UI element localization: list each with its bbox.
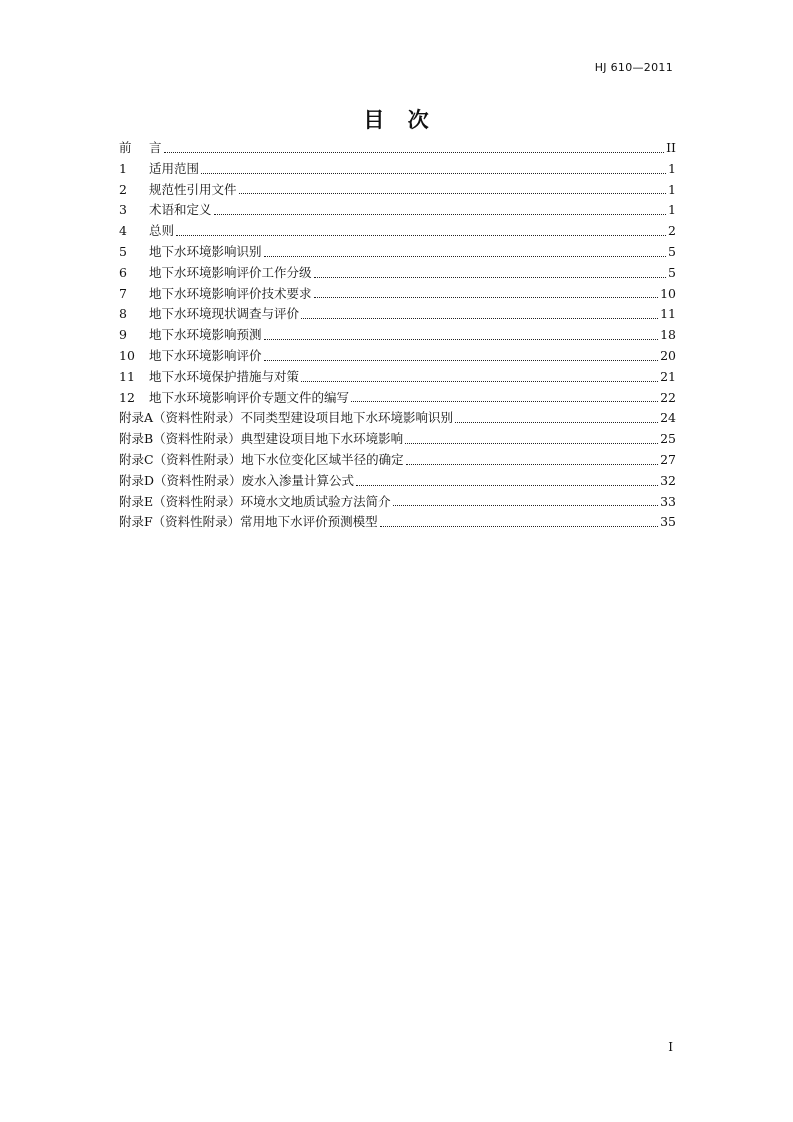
toc-entry-label: [119, 492, 391, 513]
toc-entry-page: II: [666, 140, 676, 155]
toc-entry-title: 附录A（资料性附录）不同类型建设项目地下水环境影响识别: [119, 410, 454, 426]
dot-leader: [314, 276, 667, 278]
toc-entry-number: 7: [119, 285, 127, 301]
toc-entry-foreword[interactable]: [119, 138, 676, 159]
dot-leader: [264, 338, 659, 340]
toc-entry-page: 25: [660, 431, 676, 447]
toc-entry-page: 21: [660, 368, 676, 384]
table-of-contents: [119, 138, 676, 533]
dot-leader: [351, 400, 658, 402]
dot-leader: [314, 296, 659, 298]
toc-entry-page: 24: [660, 410, 676, 426]
toc-entry-number: 6: [119, 264, 127, 280]
toc-entry-title: 规范性引用文件: [149, 181, 237, 197]
toc-entry[interactable]: [119, 367, 676, 388]
dot-leader: [380, 525, 658, 527]
toc-entry-label: [119, 221, 174, 242]
toc-entry-label: [119, 388, 349, 409]
toc-entry-label: [119, 284, 312, 305]
dot-leader: [301, 317, 658, 319]
toc-entry[interactable]: [119, 346, 676, 367]
page-number: I: [668, 1040, 673, 1054]
toc-entry-number: 8: [119, 306, 127, 322]
dot-leader: [176, 234, 666, 236]
toc-entry-page: 20: [660, 347, 676, 363]
toc-entry-page: 27: [660, 451, 676, 467]
toc-entry[interactable]: [119, 304, 676, 325]
toc-entry-number: 3: [119, 202, 127, 218]
toc-entry-page: 32: [660, 472, 676, 488]
toc-entry-page: 1: [668, 202, 676, 218]
toc-entry-page: 1: [668, 181, 676, 197]
dot-leader: [301, 380, 658, 382]
toc-entry-label: [119, 242, 262, 263]
toc-entry-label: [119, 263, 312, 284]
toc-entry-page: 18: [660, 327, 676, 343]
toc-entry-page: 10: [660, 285, 676, 301]
toc-entry-appendix[interactable]: [119, 450, 676, 471]
toc-entry-title: 附录D（资料性附录）废水入渗量计算公式: [119, 472, 355, 488]
toc-entry-number: 前: [119, 140, 132, 155]
toc-entry-title: 地下水环境影响评价技术要求: [149, 285, 312, 301]
dot-leader: [214, 213, 667, 215]
toc-entry[interactable]: [119, 221, 676, 242]
toc-entry[interactable]: [119, 180, 676, 201]
toc-entry-label: [119, 408, 453, 429]
toc-entry-label: [119, 304, 299, 325]
toc-entry-number: 4: [119, 223, 127, 239]
toc-entry-page: 2: [668, 223, 676, 239]
toc-entry[interactable]: [119, 388, 676, 409]
toc-entry-label: [119, 180, 237, 201]
toc-entry-label: [119, 159, 199, 180]
dot-leader: [393, 504, 658, 506]
toc-entry-title: 地下水环境影响评价工作分级: [149, 264, 312, 280]
toc-entry-page: 33: [660, 493, 676, 509]
toc-entry-page: 5: [668, 264, 676, 280]
document-code: HJ 610—2011: [594, 61, 673, 74]
toc-entry-number: 12: [119, 389, 135, 405]
toc-entry-label: [119, 450, 404, 471]
toc-entry[interactable]: [119, 242, 676, 263]
toc-entry-appendix[interactable]: [119, 429, 676, 450]
toc-entry-page: 5: [668, 243, 676, 259]
toc-entry-number: 9: [119, 327, 127, 343]
toc-entry-title: 地下水环境影响预测: [149, 327, 262, 343]
toc-entry-label: [119, 325, 262, 346]
toc-entry-title: 附录F（资料性附录）常用地下水评价预测模型: [119, 514, 378, 530]
toc-entry-appendix[interactable]: [119, 408, 676, 429]
dot-leader: [264, 359, 659, 361]
toc-entry-label: [119, 200, 212, 221]
toc-entry-number: 10: [119, 347, 135, 363]
dot-leader: [264, 255, 667, 257]
toc-entry-number: 2: [119, 181, 127, 197]
toc-entry-label: [119, 138, 162, 159]
toc-entry-title: 言: [149, 140, 162, 155]
toc-entry-title: 附录C（资料性附录）地下水位变化区域半径的确定: [119, 451, 404, 467]
toc-entry-page: 11: [660, 306, 676, 322]
toc-entry-title: 地下水环境影响评价: [149, 347, 262, 363]
toc-entry-number: 11: [119, 368, 135, 384]
toc-entry-title: 总则: [149, 223, 175, 239]
toc-entry-page: 1: [668, 160, 676, 176]
toc-entry[interactable]: [119, 284, 676, 305]
toc-entry-title: 地下水环境保护措施与对策: [149, 368, 300, 384]
toc-entry-appendix[interactable]: [119, 512, 676, 533]
toc-entry-appendix[interactable]: [119, 492, 676, 513]
toc-entry-page: 22: [660, 389, 676, 405]
toc-entry-title: 适用范围: [149, 160, 200, 176]
toc-entry-title: 术语和定义: [149, 202, 212, 218]
toc-entry[interactable]: [119, 200, 676, 221]
toc-entry-title: 地下水环境影响评价专题文件的编写: [149, 389, 350, 405]
toc-entry-page: 35: [660, 514, 676, 530]
toc-entry-title: 地下水环境现状调查与评价: [149, 306, 300, 322]
toc-entry[interactable]: [119, 263, 676, 284]
toc-entry-label: [119, 512, 378, 533]
toc-entry-title: 地下水环境影响识别: [149, 243, 262, 259]
toc-entry-number: 1: [119, 160, 127, 176]
toc-entry[interactable]: [119, 325, 676, 346]
toc-entry-number: 5: [119, 243, 127, 259]
dot-leader: [239, 192, 667, 194]
dot-leader: [164, 151, 665, 153]
page-title: 目 次: [363, 108, 430, 132]
toc-entry-appendix[interactable]: [119, 471, 676, 492]
dot-leader: [201, 172, 666, 174]
dot-leader: [406, 463, 659, 465]
toc-entry-label: [119, 346, 262, 367]
toc-entry-label: [119, 367, 299, 388]
toc-entry-label: [119, 471, 354, 492]
toc-entry-title: 附录B（资料性附录）典型建设项目地下水环境影响: [119, 431, 404, 447]
toc-entry-title: 附录E（资料性附录）环境水文地质试验方法简介: [119, 493, 391, 509]
dot-leader: [356, 484, 658, 486]
toc-entry[interactable]: [119, 159, 676, 180]
toc-entry-label: [119, 429, 403, 450]
dot-leader: [455, 421, 658, 423]
dot-leader: [405, 442, 658, 444]
